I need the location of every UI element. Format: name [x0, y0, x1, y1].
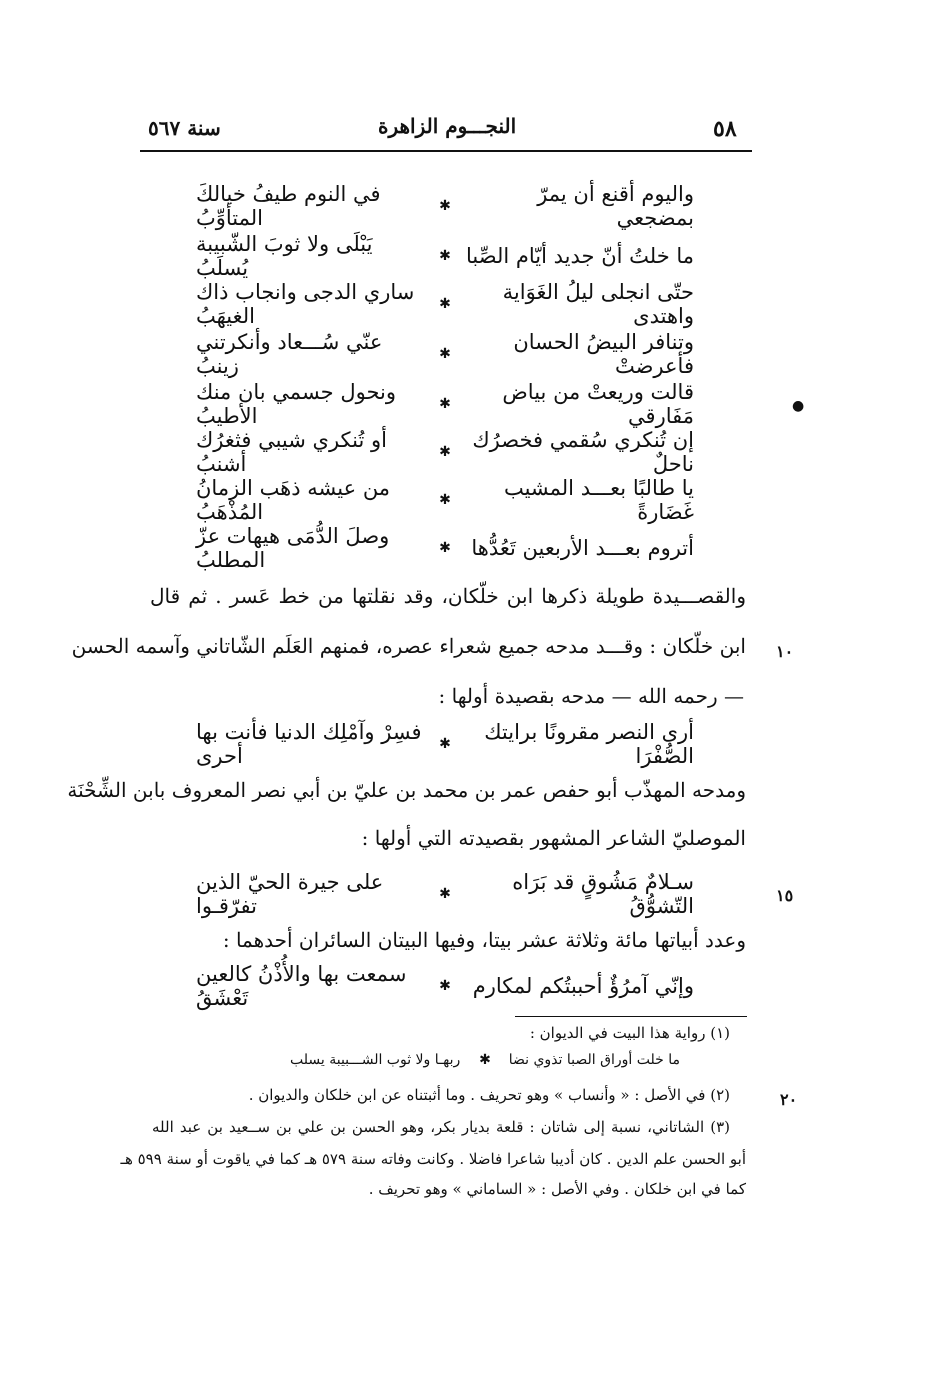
verse-hemistich-second: يَبْلَى ولا ثوبَ الشّبيبة يُسلَبُ — [196, 232, 373, 280]
footnote-rule — [515, 1016, 747, 1017]
margin-line-number: ١٥ — [776, 886, 794, 905]
footnote-verse — [290, 1052, 680, 1068]
footnote-3-line: كما في ابن خلكان . وفي الأصل : « الساماني » وهو تحريف . — [368, 1180, 746, 1198]
verse-line — [196, 380, 694, 428]
verse-hemistich-first: يا طالبًا بعـــد المشيب غَضَارةً — [503, 476, 694, 524]
footnote-1: (١) رواية هذا البيت في الديوان : — [529, 1024, 730, 1042]
verse-hemistich-first: أتروم بعـــد الأربعين تَعُدُّها — [471, 536, 694, 560]
footnote-verse-second: ربهـا ولا ثوب الشـــبيبة يسلب — [290, 1052, 461, 1068]
verse-hemistich-first: قالت وريعتْ من بياض مَفَارقي — [502, 380, 694, 428]
prose-line: الموصليّ الشاعر المشهور بقصيدته التي أولها : — [361, 826, 746, 850]
prose-line: وعدد أبياتها مائة وثلاثة عشر بيتا، وفيها البيتان السائران أحدهما : — [222, 928, 746, 952]
verse-line — [196, 280, 694, 328]
margin-dot: ● — [792, 398, 805, 414]
verse-line — [196, 524, 694, 572]
verse-hemistich-first: حتّى انجلى ليلُ الغَوَاية واهتدى — [502, 280, 694, 328]
verse-hemistich-first: إن تُنكري سُقمي فخصرُك ناحلٌ — [472, 428, 694, 476]
verse-line — [196, 182, 694, 230]
hemistich-separator: ✱ — [439, 444, 451, 460]
hemistich-separator: ✱ — [439, 346, 451, 362]
verse-line — [196, 870, 694, 918]
verse-hemistich-second: ساري الدجى وانجاب ذاك الغيهَبُ — [196, 280, 415, 328]
prose-line: ومدحه المهذّب أبو حفص عمر بن محمد بن عليّ بن أبي نصر المعروف بابن الشِّحْنَة — [67, 778, 746, 802]
verse-hemistich-second: فسِرْ وآمْلِك الدنيا فأنت بها أحرى — [196, 720, 422, 768]
verse-hemistich-second: سمعت بها والأُذْنُ كالعين تَعْشَقُ — [196, 962, 407, 1010]
verse-hemistich-first: واليوم أقنع أن يمرّ بمضجعي — [537, 182, 694, 230]
verse-hemistich-first: ما خلتُ أنّ جديد أيّام الصِّبا — [466, 244, 694, 268]
footnote-3-line: (٣) الشاتاني، نسبة إلى شاتان : قلعة بديار بكر، وهو الحسن بن علي بن ســعيد بن عبد الله — [152, 1118, 730, 1136]
margin-line-number: ١٠ — [776, 642, 794, 661]
header-rule — [140, 150, 752, 152]
footnote-2: (٢) في الأصل : « وأنساب » وهو تحريف . وما أثبتناه عن ابن خلكان والديوان . — [248, 1086, 730, 1104]
verse-hemistich-second: عنّي سُـــعاد وأنكرتني زينبُ — [196, 330, 383, 378]
verse-hemistich-first: سـلامٌ مَشُوقٍ قد بَرَاه التّشوُّقُ — [512, 870, 694, 918]
hemistich-separator: ✱ — [439, 540, 451, 556]
hemistich-separator: ✱ — [439, 736, 451, 752]
margin-line-number: ٢٠ — [780, 1090, 798, 1109]
footnote-3-line: أبو الحسن علم الدين . كان أديبا شاعرا فاضلا . وكانت وفاته سنة ٥٧٩ هـ كما في ياقوت أو سنة ٥٩٩ هـ — [120, 1150, 746, 1168]
hemistich-separator: ✱ — [439, 296, 451, 312]
verse-hemistich-second: وصلَ الدُّمَى هيهات عزّ المطلبُ — [196, 524, 390, 572]
verse-hemistich-second: على جيرة الحيّ الذين تفرّقـوا — [196, 870, 384, 918]
verse-hemistich-second: من عيشه ذهَب الزمانُ المُذْهَبُ — [196, 476, 391, 524]
hemistich-separator: ✱ — [439, 492, 451, 508]
verse-line — [196, 720, 694, 768]
running-title: النجـــوم الزاهرة — [378, 114, 517, 138]
prose-line: ابن خلّكان : وقـــد مدحه جميع شعراء عصره، فمنهم العَلَم الشّاتاني وآسمه الحسن — [71, 634, 746, 658]
hemistich-separator: ✱ — [439, 198, 451, 214]
verse-line — [196, 962, 694, 1010]
verse-hemistich-second: في النوم طيفُ خيالكَ المتأوِّبُ — [196, 182, 381, 230]
verse-line — [196, 232, 694, 280]
hemistich-separator: ✱ — [479, 1052, 491, 1068]
prose-line: — رحمه الله — مدحه بقصيدة أولها : — [438, 684, 744, 708]
hemistich-separator: ✱ — [439, 978, 451, 994]
verse-line — [196, 476, 694, 524]
verse-hemistich-first: أرى النصر مقرونًا برايتك الصُّفْرَا — [484, 720, 694, 768]
page-number: ٥٨ — [713, 116, 737, 142]
verse-line — [196, 428, 694, 476]
verse-hemistich-first: وإنّي آمرُؤٌ أحببتُكم لمكارم — [472, 974, 694, 998]
hemistich-separator: ✱ — [439, 886, 451, 902]
verse-hemistich-second: ونحول جسمي بان منك الأطيبُ — [196, 380, 396, 428]
prose-line: والقصـــيدة طويلة ذكرها ابن خلّكان، وقد نقلتها من خط عَسر . ثم قال — [150, 584, 746, 608]
verse-line — [196, 330, 694, 378]
hemistich-separator: ✱ — [439, 248, 451, 264]
verse-hemistich-first: وتنافر البيضُ الحسان فأعرضتْ — [513, 330, 694, 378]
running-year: سنة ٥٦٧ — [148, 116, 221, 140]
verse-hemistich-second: أو تُنكري شيبي فثغرُك أشنبُ — [196, 428, 387, 476]
hemistich-separator: ✱ — [439, 396, 451, 412]
footnote-verse-first: ما خلت أوراق الصبا تذوي نضا — [508, 1052, 680, 1068]
